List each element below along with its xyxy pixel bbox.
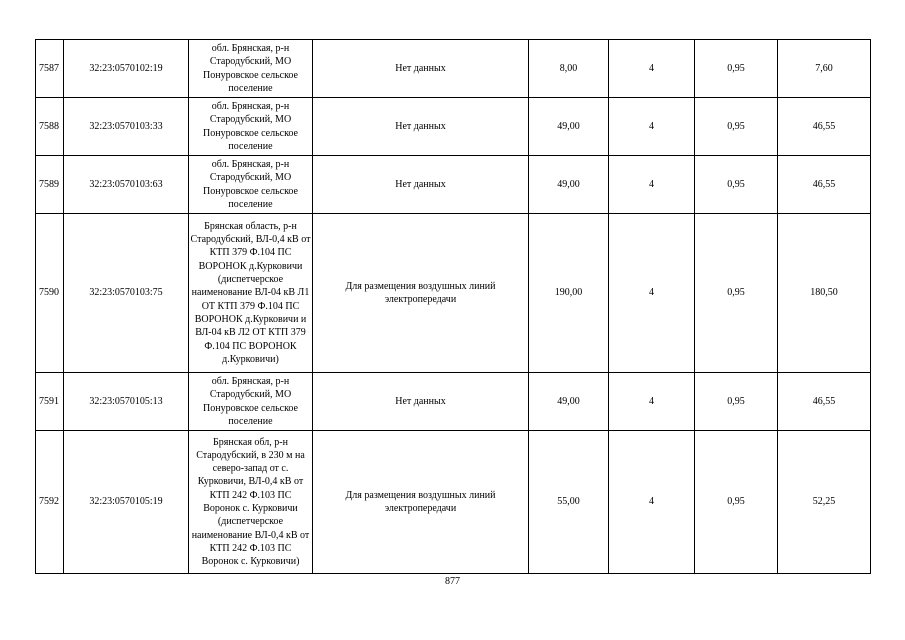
row-number: 7587	[36, 40, 64, 98]
table-row	[36, 431, 871, 574]
permitted-use: Для размещения воздушных линий электропередачи	[313, 214, 529, 373]
coefficient: 0,95	[695, 98, 778, 156]
table-row	[36, 98, 871, 156]
row-number: 7589	[36, 156, 64, 214]
permitted-use: Нет данных	[313, 156, 529, 214]
location: Брянская область, р-н Стародубский, ВЛ-0,4 кВ от КТП 379 Ф.104 ПС ВОРОНОК д.Курковичи (диспетчерское наименование ВЛ-04 кВ Л1 ОТ КТП 379 Ф.104 ПС ВОРОНОК д.Курковичи и ВЛ-04 кВ Л2 ОТ КТП 379 Ф.104 ПС ВОРОНОК д.Курковичи)	[189, 214, 313, 373]
land-plots-table	[35, 39, 871, 574]
result-value: 180,50	[778, 214, 871, 373]
coefficient: 0,95	[695, 214, 778, 373]
class: 4	[609, 214, 695, 373]
area: 49,00	[529, 156, 609, 214]
result-value: 46,55	[778, 156, 871, 214]
class: 4	[609, 156, 695, 214]
location: обл. Брянская, р-н Стародубский, МО Понуровское сельское поселение	[189, 373, 313, 431]
class: 4	[609, 431, 695, 574]
row-number: 7591	[36, 373, 64, 431]
class: 4	[609, 40, 695, 98]
result-value: 46,55	[778, 98, 871, 156]
area: 49,00	[529, 98, 609, 156]
table-row	[36, 40, 871, 98]
permitted-use: Для размещения воздушных линий электропередачи	[313, 431, 529, 574]
row-number: 7588	[36, 98, 64, 156]
location: обл. Брянская, р-н Стародубский, МО Понуровское сельское поселение	[189, 98, 313, 156]
table-row	[36, 156, 871, 214]
row-number: 7590	[36, 214, 64, 373]
location: Брянская обл, р-н Стародубский, в 230 м на северо-запад от с. Курковичи, ВЛ-0,4 кВ от КТП 242 Ф.103 ПС Воронок с. Курковичи (диспетчерское наименование ВЛ-0,4 кВ от КТП 242 Ф.103 ПС Воронок с. Курковичи)	[189, 431, 313, 574]
cadastral-number: 32:23:0570102:19	[64, 40, 189, 98]
permitted-use: Нет данных	[313, 98, 529, 156]
table-row	[36, 214, 871, 373]
result-value: 52,25	[778, 431, 871, 574]
result-value: 7,60	[778, 40, 871, 98]
cadastral-number: 32:23:0570103:63	[64, 156, 189, 214]
area: 190,00	[529, 214, 609, 373]
location: обл. Брянская, р-н Стародубский, МО Понуровское сельское поселение	[189, 156, 313, 214]
permitted-use: Нет данных	[313, 373, 529, 431]
page-number: 877	[445, 576, 460, 587]
location: обл. Брянская, р-н Стародубский, МО Понуровское сельское поселение	[189, 40, 313, 98]
cadastral-number: 32:23:0570103:75	[64, 214, 189, 373]
cadastral-number: 32:23:0570103:33	[64, 98, 189, 156]
coefficient: 0,95	[695, 431, 778, 574]
class: 4	[609, 98, 695, 156]
coefficient: 0,95	[695, 373, 778, 431]
result-value: 46,55	[778, 373, 871, 431]
table-row	[36, 373, 871, 431]
cadastral-number: 32:23:0570105:19	[64, 431, 189, 574]
permitted-use: Нет данных	[313, 40, 529, 98]
coefficient: 0,95	[695, 40, 778, 98]
class: 4	[609, 373, 695, 431]
row-number: 7592	[36, 431, 64, 574]
area: 49,00	[529, 373, 609, 431]
area: 8,00	[529, 40, 609, 98]
area: 55,00	[529, 431, 609, 574]
cadastral-number: 32:23:0570105:13	[64, 373, 189, 431]
coefficient: 0,95	[695, 156, 778, 214]
